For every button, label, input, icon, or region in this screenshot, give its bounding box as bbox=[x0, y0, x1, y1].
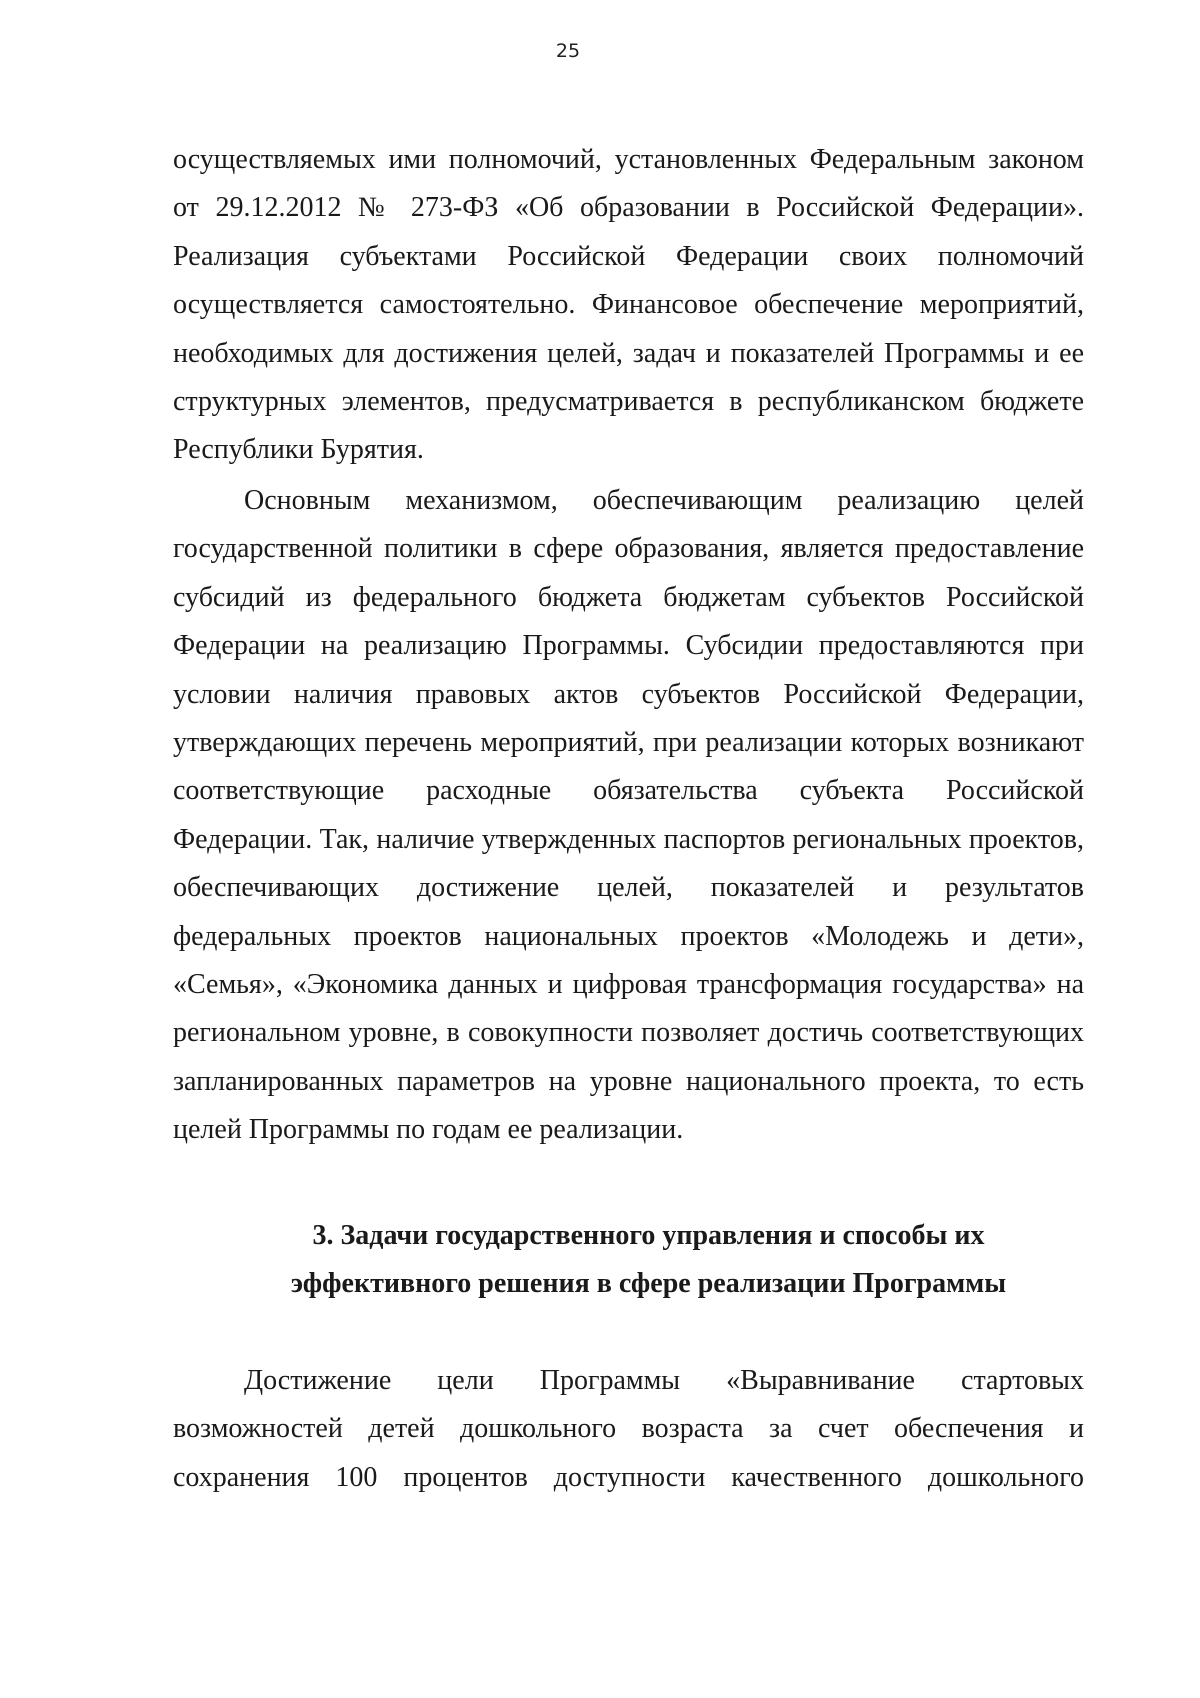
section-heading-line-1: 3. Задачи государственного управления и способы их bbox=[312, 1220, 985, 1251]
page-number: 25 bbox=[555, 40, 581, 62]
paragraph-text: осуществляемых ими полномочий, установленных Федеральным законом от 29.12.2012 № 273-ФЗ «Об образовании в Российской Федерации». Реализация субъектами Российской Федерации своих полномочий осуществляется самостоятельно. Финансовое обеспечение мероприятий, необходимых для достижения целей, задач и показателей Программы и ее структурных элементов, предусматривается в республиканском бюджете Республики Бурятия. bbox=[173, 144, 1084, 466]
paragraph-funding-mechanism bbox=[173, 477, 1084, 1155]
paragraph-continuation bbox=[173, 136, 1084, 475]
paragraph-text: Достижение цели Программы «Выравнивание стартовых возможностей детей дошкольного возраста за счет обеспечения и сохранения 100 процентов доступности качественного дошкольного bbox=[173, 1365, 1084, 1493]
paragraph-goal-achievement bbox=[173, 1357, 1084, 1503]
section-heading bbox=[173, 1212, 1084, 1308]
section-heading-line-2: эффективного решения в сфере реализации Программы bbox=[290, 1268, 1007, 1299]
paragraph-text: Основным механизмом, обеспечивающим реализацию целей государственной политики в сфере образования, является предоставление субсидий из федерального бюджета бюджетам субъектов Российской Федерации на реализацию Программы. Субсидии предоставляются при условии наличия правовых актов субъектов Российской Федерации, утверждающих перечень мероприятий, при реализации которых возникают соответствующие расходные обязательства субъекта Российской Федерации. Так, наличие утвержденных паспортов региональных проектов, обеспечивающих достижение целей, показателей и результатов федеральных проектов национальных проектов «Молодежь и дети», «Семья», «Экономика данных и цифровая трансформация государства» на региональном уровне, в совокупности позволяет достичь соответствующих запланированных параметров на уровне национального проекта, то есть целей Программы по годам ее реализации. bbox=[173, 485, 1084, 1146]
